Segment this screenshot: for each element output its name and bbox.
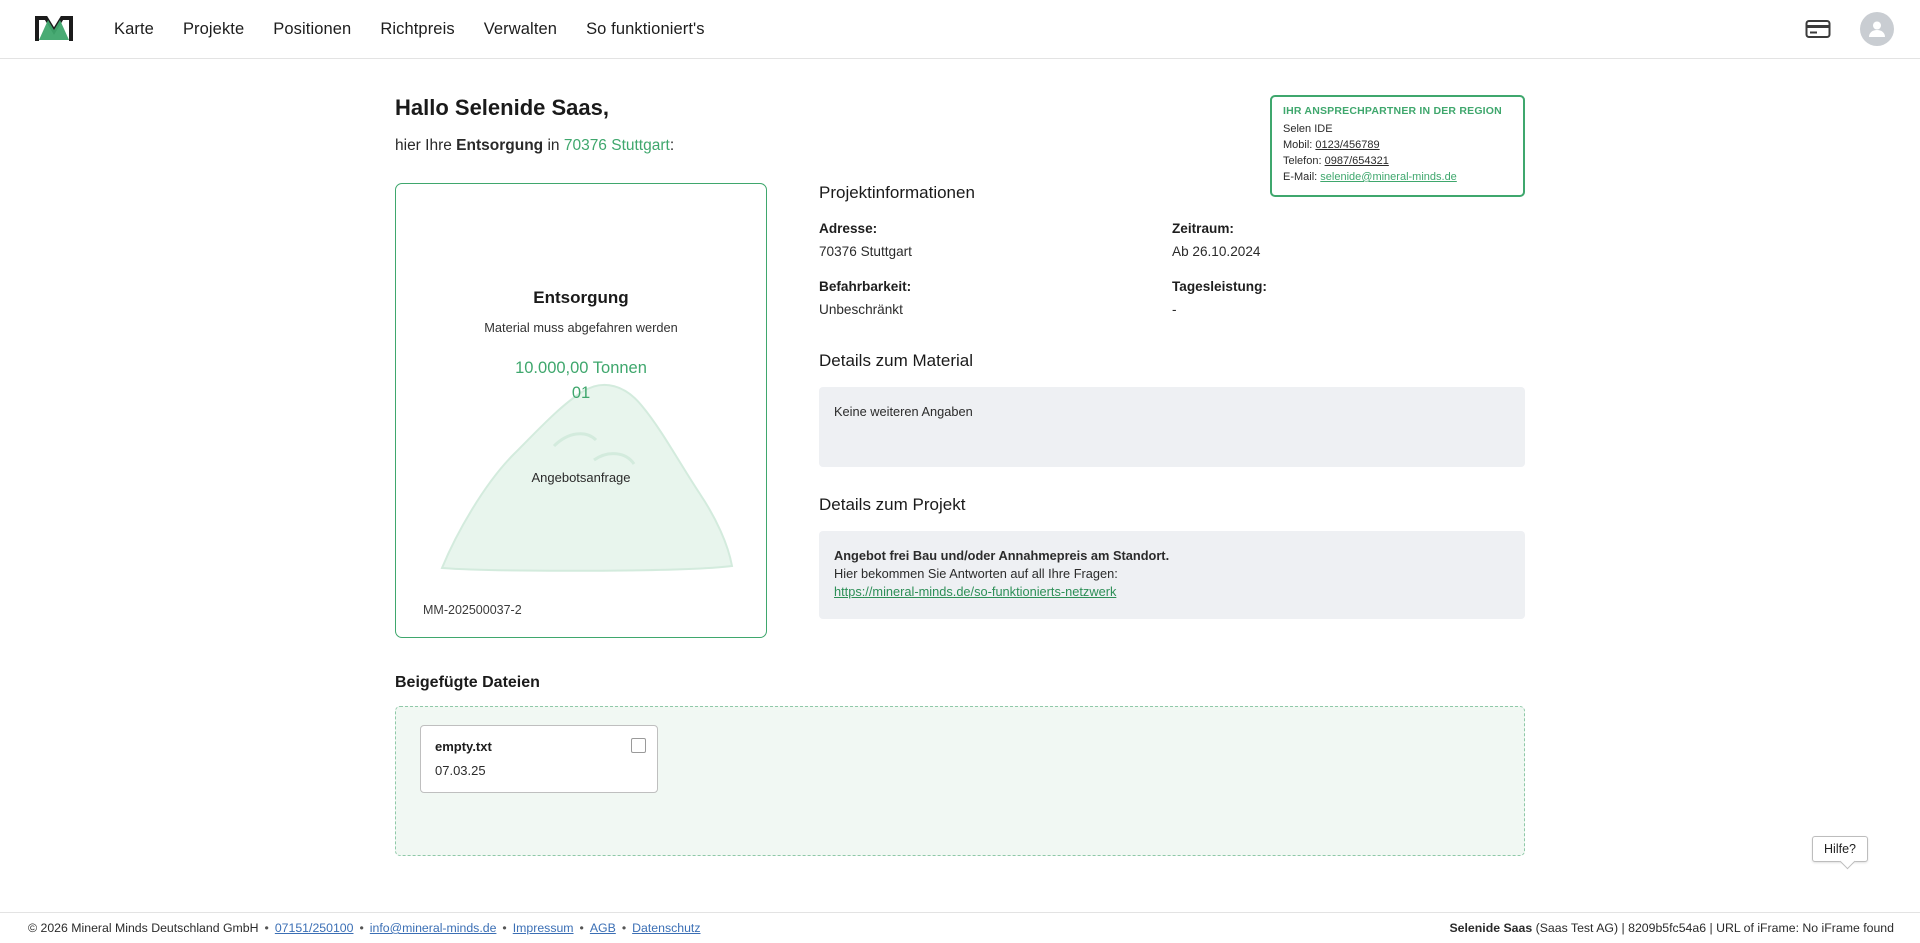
footer-sep-2: • — [359, 921, 364, 935]
nav-item-projekte[interactable]: Projekte — [182, 19, 245, 38]
card-position-id: MM-202500037-2 — [423, 603, 522, 617]
material-details-panel — [819, 387, 1525, 467]
info-label-zeitraum: Zeitraum: — [1172, 221, 1234, 236]
subtitle-prefix: hier Ihre — [395, 137, 457, 154]
info-field-befahrbarkeit — [819, 279, 1172, 317]
project-details-link[interactable]: https://mineral-minds.de/so-funktionierts-netzwerk — [834, 584, 1117, 599]
footer-imprint-link[interactable]: Impressum — [512, 921, 574, 935]
nav-item-positionen[interactable]: Positionen — [273, 19, 352, 38]
info-value-befahrbarkeit: Unbeschränkt — [819, 302, 903, 317]
card-code: 01 — [571, 384, 591, 402]
nav-item-richtpreis[interactable]: Richtpreis — [380, 19, 455, 38]
footer-session-info — [1449, 921, 1894, 935]
attached-files-title: Beigefügte Dateien — [395, 674, 540, 691]
card-title: Entsorgung — [533, 288, 629, 307]
contact-name: Selen IDE — [1283, 123, 1333, 135]
page-footer — [0, 912, 1920, 943]
subtitle-mid: in — [543, 137, 564, 154]
credit-card-icon[interactable] — [1802, 13, 1834, 45]
mineral-minds-logo-icon[interactable] — [34, 13, 74, 45]
contact-phone-label: Telefon: — [1283, 155, 1322, 167]
file-date: 07.03.25 — [435, 763, 486, 778]
card-center-block — [396, 288, 766, 403]
file-item[interactable] — [420, 725, 658, 793]
material-details-text: Keine weiteren Angaben — [834, 404, 973, 419]
project-info-grid — [819, 221, 1525, 317]
material-details-title: Details zum Material — [819, 351, 973, 370]
footer-sep-1: • — [264, 921, 269, 935]
subtitle-location: 70376 Stuttgart — [563, 137, 670, 154]
info-field-tagesleistung — [1172, 279, 1525, 317]
project-details-line1: Angebot frei Bau und/oder Annahmepreis am Standort. — [834, 548, 1170, 563]
position-card[interactable] — [395, 183, 767, 638]
nav-item-verwalten[interactable]: Verwalten — [483, 19, 558, 38]
contact-box-title: IHR ANSPRECHPARTNER IN DER REGION — [1283, 105, 1502, 117]
contact-mobile-row — [1283, 137, 1512, 153]
right-column — [819, 183, 1525, 638]
content-container — [395, 59, 1525, 856]
regional-contact-box — [1270, 95, 1525, 197]
help-button[interactable]: Hilfe? — [1812, 836, 1868, 862]
project-details-panel — [819, 531, 1525, 619]
contact-phone-link[interactable]: 0987/654321 — [1324, 155, 1389, 167]
top-bar-actions — [1802, 12, 1894, 46]
project-details-title: Details zum Projekt — [819, 495, 966, 514]
nav-item-so-funktionierts[interactable]: So funktioniert's — [586, 19, 705, 38]
footer-session-rest: (Saas Test AG) | 8209b5fc54a6 | URL of iFrame: No iFrame found — [1532, 921, 1894, 935]
file-name: empty.txt — [435, 739, 492, 754]
card-request-type: Angebotsanfrage — [531, 470, 631, 485]
contact-mobile-label: Mobil: — [1283, 139, 1313, 151]
footer-email-link[interactable]: info@mineral-minds.de — [369, 921, 497, 935]
info-value-zeitraum: Ab 26.10.2024 — [1172, 244, 1261, 259]
footer-copyright: © 2026 Mineral Minds Deutschland GmbH — [28, 921, 259, 935]
footer-agb-link[interactable]: AGB — [589, 921, 616, 935]
info-value-tagesleistung: - — [1172, 302, 1177, 317]
file-dropzone[interactable] — [395, 706, 1525, 856]
main-columns — [395, 183, 1525, 638]
footer-sep-5: • — [621, 921, 627, 935]
info-value-adresse: 70376 Stuttgart — [819, 244, 912, 259]
left-column — [395, 183, 767, 638]
footer-sep-4: • — [579, 921, 584, 935]
footer-sep-3: • — [502, 921, 507, 935]
footer-privacy-link[interactable]: Datenschutz — [632, 921, 701, 935]
project-details-line2: Hier bekommen Sie Antworten auf all Ihre Fragen: — [834, 566, 1118, 581]
contact-email-row — [1283, 169, 1512, 185]
subtitle-type: Entsorgung — [456, 137, 544, 154]
info-field-zeitraum — [1172, 221, 1525, 259]
top-navigation-bar — [0, 0, 1920, 59]
subtitle-suffix: : — [669, 137, 675, 154]
contact-mobile-link[interactable]: 0123/456789 — [1315, 139, 1380, 151]
contact-email-label: E-Mail: — [1283, 171, 1318, 183]
footer-phone-link[interactable]: 07151/250100 — [274, 921, 354, 935]
contact-email-link[interactable]: selenide@mineral-minds.de — [1320, 171, 1457, 183]
info-label-befahrbarkeit: Befahrbarkeit: — [819, 279, 912, 294]
footer-user-name: Selenide Saas — [1449, 921, 1533, 935]
page-body — [0, 59, 1920, 912]
card-subtitle: Material muss abgefahren werden — [484, 320, 678, 335]
info-label-adresse: Adresse: — [819, 221, 878, 236]
user-avatar-icon[interactable] — [1860, 12, 1894, 46]
project-info-title: Projektinformationen — [819, 183, 975, 202]
card-amount: 10.000,00 Tonnen — [515, 359, 647, 377]
main-nav-items — [114, 20, 705, 39]
contact-phone-row — [1283, 153, 1512, 169]
page-title: Hallo Selenide Saas, — [395, 95, 609, 120]
info-label-tagesleistung: Tagesleistung: — [1172, 279, 1267, 294]
nav-item-karte[interactable]: Karte — [114, 19, 154, 38]
file-select-checkbox[interactable] — [631, 738, 646, 753]
info-field-adresse — [819, 221, 1172, 259]
